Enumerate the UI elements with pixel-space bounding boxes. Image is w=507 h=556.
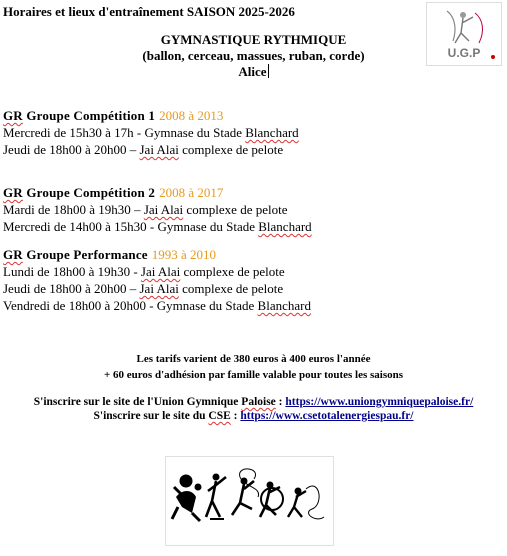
session-line: Mardi de 18h00 à 19h30 – Jai Alai complexe de pelote bbox=[3, 202, 288, 217]
group-heading: GR Groupe Performance 1993 à 2010 bbox=[3, 247, 217, 262]
document-title: Horaires et lieux d'entraînement SAISON 2025-2026 bbox=[3, 4, 295, 19]
session-line: Vendredi de 18h00 à 20h00 - Gymnase du Stade Blanchard bbox=[3, 298, 311, 313]
session-line: Jeudi de 18h00 à 20h00 – Jai Alai complexe de pelote bbox=[3, 142, 284, 157]
cse-registration: S'inscrire sur le site du CSE : https://www.csetotalenergiespau.fr/ bbox=[93, 410, 414, 422]
group-heading: GR Groupe Compétition 2 2008 à 2017 bbox=[3, 185, 224, 200]
logo-text: U.G.P bbox=[447, 46, 481, 60]
group-years: 2008 à 2017 bbox=[159, 185, 224, 200]
group-years: 2008 à 2013 bbox=[159, 108, 224, 123]
coach-name: Alice bbox=[238, 64, 267, 79]
ugp-registration: S'inscrire sur le site de l'Union Gymnique Paloise : https://www.uniongymniquepaloise.fr/ bbox=[33, 396, 474, 408]
session-line: Jeudi de 18h00 à 20h00 – Jai Alai complexe de pelote bbox=[3, 281, 284, 296]
membership-line: + 60 euros d'adhésion par famille valable pour toutes les saisons bbox=[103, 369, 404, 381]
group-heading: GR Groupe Compétition 1 2008 à 2013 bbox=[3, 108, 224, 123]
session-line: Lundi de 18h00 à 19h30 - Jai Alai complexe de pelote bbox=[3, 264, 285, 279]
gymnast-silhouettes-image bbox=[165, 456, 334, 546]
pricing-line: Les tarifs varient de 380 euros à 400 euros l'année bbox=[136, 353, 371, 365]
text-cursor bbox=[268, 64, 269, 78]
ugp-link[interactable]: https://www.uniongymniquepaloise.fr/ bbox=[285, 396, 474, 408]
group-years: 1993 à 2010 bbox=[151, 247, 217, 262]
program-title: GYMNASTIQUE RYTHMIQUE bbox=[160, 32, 347, 47]
cse-link[interactable]: https://www.csetotalenergiespau.fr/ bbox=[240, 410, 414, 422]
apparatus-list: (ballon, cerceau, massues, ruban, corde) bbox=[142, 48, 365, 63]
session-line: Mercredi de 15h30 à 17h - Gymnase du Stade Blanchard bbox=[3, 125, 299, 140]
session-line: Mercredi de 14h00 à 15h30 - Gymnase du Stade Blanchard bbox=[3, 219, 312, 234]
